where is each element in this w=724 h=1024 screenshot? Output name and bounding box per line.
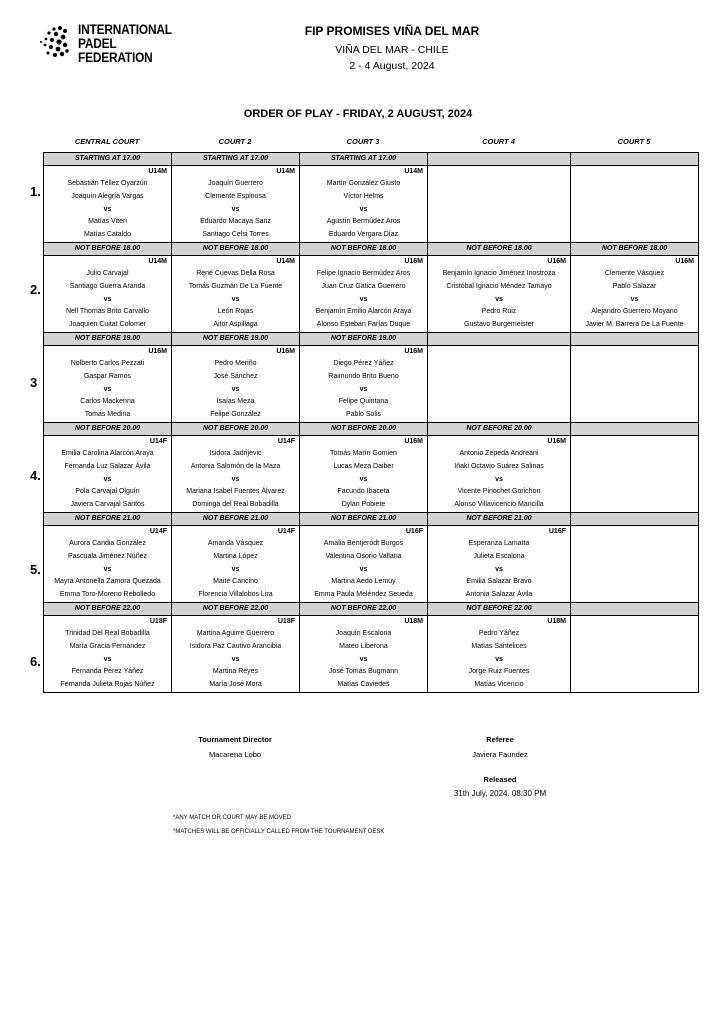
match-category: U14F [277, 437, 295, 445]
player-name: Tomás Marín Gomien [330, 449, 397, 457]
player-name: Eduardo Vergara Díaz [328, 231, 399, 239]
match-cell [44, 512, 172, 602]
court-heading-2: COURT 2 [218, 137, 252, 146]
player-name [571, 191, 698, 204]
tournament-dates: 2 - 4 August, 2024 [349, 60, 435, 72]
empty-cell [571, 153, 699, 243]
round-row [44, 512, 699, 602]
player-name: Agustín Bermúdez Aros [326, 218, 401, 226]
match-category: U18M [547, 617, 566, 625]
player-name: Emma Toro-Moreno Rebolledo [59, 591, 156, 599]
player-name: René Cuevas Della Rosa [196, 269, 275, 277]
match-category: U14M [404, 168, 423, 175]
player-name: Tomás Medina [84, 411, 131, 419]
match-time [571, 153, 698, 166]
empty-cell [428, 153, 571, 243]
match-time [428, 333, 570, 346]
round-row [44, 602, 699, 692]
player-name: Martín González Giusto [326, 180, 401, 187]
versus-label: vs [103, 655, 112, 663]
versus-label: vs [359, 475, 368, 483]
player-name: José Tomás Bugmann [328, 668, 399, 676]
player-name [571, 216, 698, 229]
player-name: Jorge Ruiz Fuentes [468, 668, 530, 676]
court-heading-4: COURT 4 [482, 137, 515, 146]
player-name: Gustavo Burgemeister [464, 321, 534, 329]
order-of-play-title: ORDER OF PLAY - FRIDAY, 2 AUGUST, 2024 [243, 108, 473, 120]
match-time: NOT BEFORE 18.00 [571, 243, 698, 256]
match-time: NOT BEFORE 19.00 [300, 333, 427, 346]
match-time: NOT BEFORE 21.00 [428, 513, 570, 526]
player-name: Javier M. Barrera De La Fuente [585, 321, 684, 329]
empty-cell [571, 602, 699, 692]
match-time [428, 153, 570, 166]
player-name: Clemente Espinosa [205, 192, 266, 200]
player-name: Trinidad Del Real Bobadilla [65, 629, 150, 637]
player-name: Martina Aguirre Guerrero [196, 629, 275, 637]
match-category: U16F [405, 527, 423, 535]
tournament-location: VIÑA DEL MAR - CHILE [335, 44, 449, 56]
player-name [571, 461, 698, 474]
versus-label: vs [103, 205, 112, 213]
player-name: Fernanda Pérez Yáñez [71, 668, 144, 676]
court-heading-5: COURT 5 [617, 137, 651, 146]
match-category: U18F [277, 617, 295, 625]
empty-cell [571, 422, 699, 512]
match-category: U16M [404, 257, 423, 265]
player-name: Emilia Salazar Bravo [466, 578, 532, 586]
round-row [44, 242, 699, 332]
versus-label [571, 564, 698, 577]
round-row [44, 332, 699, 422]
court-heading-central: CENTRAL COURT [74, 137, 140, 146]
versus-label: vs [103, 475, 112, 483]
player-name: Julieta Escalona [473, 552, 525, 560]
player-name: Joaquien Cuitat Colomer [68, 321, 147, 329]
match-category [428, 166, 570, 178]
player-name: Carlos Mackenna [80, 398, 135, 406]
player-name: Alonso Villavicencio Mancilla [454, 501, 544, 509]
player-name [571, 396, 698, 409]
player-name: Pedro Yáñez [478, 629, 520, 637]
referee-name: Javiera Faundez [472, 750, 528, 759]
versus-label [571, 474, 698, 487]
player-name [428, 358, 570, 371]
player-name [571, 628, 698, 641]
player-name: Fernanda Julieta Rojas Núñez [60, 681, 155, 689]
match-cell [300, 242, 428, 332]
note-called: *MATCHES WILL BE OFFICIALLY CALLED FROM THE TOURNAMENT DESK [173, 829, 385, 835]
match-category: U14M [276, 257, 295, 265]
logo-line-3: FEDERATION [78, 50, 153, 65]
round-row [44, 422, 699, 512]
player-name: Mariana Isabel Fuentes Álvarez [186, 488, 285, 496]
match-cell [172, 422, 300, 512]
player-name: Felipe Ignacio Bermúdez Aros [316, 269, 411, 277]
match-cell [44, 602, 172, 692]
empty-cell [428, 332, 571, 422]
player-name: Santiago Guerra Aranda [69, 282, 146, 290]
player-name: Matías Viteri [88, 218, 127, 226]
referee-label: Referee [486, 735, 514, 744]
player-name: María Gracia Fernández [69, 642, 146, 650]
player-name: Amanda Vásquez [207, 539, 264, 547]
player-name: Julio Carvajal [86, 269, 129, 277]
player-name: Aitor Aspillaga [213, 321, 258, 329]
note-moved: *ANY MATCH OR COURT MAY BE MOVED [173, 815, 292, 821]
player-name: Aurora Candia González [69, 539, 146, 547]
player-name: Cristóbal Ignacio Méndez Tamayo [446, 282, 552, 290]
versus-label: vs [359, 655, 368, 663]
versus-label: vs [103, 295, 112, 303]
round-number-1: 1. [30, 184, 41, 199]
player-name: María José Mora [209, 681, 262, 689]
match-cell [172, 242, 300, 332]
empty-cell [571, 332, 699, 422]
match-cell [300, 153, 428, 243]
player-name: Pascuala Jiménez Núñez [68, 552, 147, 560]
player-name: Matías Cataldo [83, 231, 132, 239]
player-name: Matías Vicencio [474, 681, 524, 689]
player-name: Felipe Quintana [338, 398, 389, 406]
player-name: Pablo Salazar [612, 282, 657, 290]
versus-label: vs [359, 205, 368, 213]
player-name: Dylan Pobiete [341, 501, 386, 509]
player-name [571, 641, 698, 654]
logo-line-1: INTERNATIONAL [78, 22, 172, 37]
versus-label: vs [103, 385, 112, 393]
match-category: U16M [148, 347, 167, 355]
player-name: Juan Cruz Gatica Guerrero [321, 282, 406, 290]
player-name: Emma Paula Meléndez Seueda [314, 591, 413, 599]
match-category [571, 346, 698, 358]
versus-label: vs [231, 475, 240, 483]
player-name [571, 229, 698, 242]
versus-label: vs [495, 565, 503, 573]
player-name: Facundo Ibaceta [337, 488, 390, 496]
versus-label [428, 204, 570, 217]
player-name: Amalia Bentjerodt Burgos [323, 539, 404, 547]
player-name: León Rojas [217, 308, 254, 316]
player-name: Tomás Guzmán De La Fuente [188, 282, 283, 290]
match-category: U14F [149, 527, 167, 535]
match-time: NOT BEFORE 18.00 [44, 243, 171, 256]
player-name [571, 358, 698, 371]
versus-label: vs [359, 385, 368, 393]
player-name: Pablo Solis [345, 411, 382, 419]
player-name: Benjamín Emilio Alarcón Araya [315, 308, 412, 316]
player-name: Martina López [213, 552, 258, 560]
match-time: NOT BEFORE 20.00 [300, 423, 427, 436]
match-category: U16M [547, 437, 566, 445]
match-time: NOT BEFORE 20.00 [428, 423, 570, 436]
player-name [571, 448, 698, 461]
player-name [428, 178, 570, 191]
match-time: STARTING AT 17.00 [300, 153, 427, 166]
match-time: NOT BEFORE 21.00 [44, 513, 171, 526]
round-number-2: 2. [30, 282, 41, 297]
player-name [428, 216, 570, 229]
match-time [571, 333, 698, 346]
round-number-6: 6. [30, 654, 41, 669]
match-time: NOT BEFORE 22.00 [44, 603, 171, 616]
player-name [571, 371, 698, 384]
match-category [571, 616, 698, 628]
match-cell [44, 242, 172, 332]
versus-label: vs [231, 565, 240, 573]
match-cell [300, 332, 428, 422]
player-name: Felipe González [210, 411, 261, 419]
round-number-5: 5. [30, 562, 41, 577]
player-name [571, 178, 698, 191]
versus-label [571, 204, 698, 217]
versus-label: vs [231, 385, 240, 393]
player-name: Martina Reyes [212, 668, 259, 676]
empty-cell [571, 512, 699, 602]
player-name [571, 666, 698, 679]
match-cell [44, 332, 172, 422]
versus-label: vs [359, 565, 368, 573]
player-name: Diego Pérez Yáñez [333, 359, 394, 367]
match-category: U18F [149, 617, 167, 625]
player-name [571, 589, 698, 602]
versus-label: vs [231, 655, 240, 663]
match-cell [571, 242, 699, 332]
match-time: NOT BEFORE 22.00 [172, 603, 299, 616]
player-name: Javiera Carvajal Santos [70, 501, 145, 509]
match-time [571, 603, 698, 616]
player-name: Lucas Meza Daiber [333, 462, 394, 470]
player-name: Joaquín Alegría Vargas [71, 192, 144, 200]
released-value: 31th July, 2024. 08:30 PM [453, 789, 547, 798]
match-cell [300, 602, 428, 692]
player-name: Joaquín Guerrero [208, 180, 263, 187]
versus-label [428, 384, 570, 397]
player-name: Benjamín Ignacio Jiménez Inostroza [442, 269, 556, 277]
player-name [571, 538, 698, 551]
player-name: Esperanza Lamatta [468, 539, 530, 547]
versus-label: vs [359, 295, 368, 303]
match-time [571, 513, 698, 526]
player-name [428, 191, 570, 204]
player-name: Santiago Celsi Torres [202, 231, 269, 239]
player-name [571, 499, 698, 512]
match-cell [428, 242, 571, 332]
player-name: Maite Cancino [213, 578, 258, 586]
versus-label: vs [231, 295, 240, 303]
match-cell [428, 512, 571, 602]
match-time: NOT BEFORE 18.00 [300, 243, 427, 256]
match-time: NOT BEFORE 20.00 [44, 423, 171, 436]
match-category: U16M [404, 347, 423, 355]
match-time: NOT BEFORE 18.00 [428, 243, 570, 256]
match-time: NOT BEFORE 19.00 [44, 333, 171, 346]
match-category: U16F [548, 527, 566, 535]
player-name: José Sánchez [213, 372, 258, 380]
match-cell [44, 422, 172, 512]
player-name: Vicente Pinochet Gorichon [457, 488, 541, 496]
versus-label: vs [103, 565, 112, 573]
player-name [428, 396, 570, 409]
match-category: U16M [675, 257, 694, 265]
player-name: Pedro Meriño [214, 359, 257, 367]
player-name: Iñaki Octavio Suárez Salinas [454, 462, 544, 470]
match-cell [428, 602, 571, 692]
match-category: U16M [276, 347, 295, 355]
player-name [571, 551, 698, 564]
player-name: Isidora Paz Cautivo Arancibia [189, 642, 282, 650]
match-category: U14F [149, 437, 167, 445]
court-heading-3: COURT 3 [346, 137, 380, 146]
player-name: Clemente Vásquez [604, 269, 665, 277]
match-category [428, 346, 570, 358]
match-category: U18M [404, 617, 423, 625]
match-category [571, 166, 698, 178]
versus-label [571, 384, 698, 397]
player-name: Florencia Villalobos Lira [198, 591, 273, 599]
match-time: NOT BEFORE 18.00 [172, 243, 299, 256]
match-category: U14M [148, 168, 167, 175]
player-name [571, 576, 698, 589]
player-name: Antonia Salazar Ávila [465, 591, 533, 599]
match-time: NOT BEFORE 21.00 [300, 513, 427, 526]
match-cell [172, 153, 300, 243]
round-number-3: 3 [30, 375, 38, 390]
match-cell [172, 602, 300, 692]
match-category: U14M [276, 168, 295, 175]
player-name: Antonia Salomón de la Maza [190, 462, 281, 470]
player-name: Dominga del Real Bobadilla [192, 501, 279, 509]
match-cell [300, 512, 428, 602]
versus-label: vs [231, 205, 240, 213]
player-name [571, 486, 698, 499]
match-time: NOT BEFORE 20.00 [172, 423, 299, 436]
player-name [428, 409, 570, 422]
match-time: STARTING AT 17.00 [44, 153, 171, 166]
player-name: Alonso Esteban Farías Duque [316, 321, 411, 329]
player-name: Pedro Ruiz [481, 308, 517, 316]
director-name: Macarena Lobo [208, 750, 262, 759]
versus-label [571, 654, 698, 667]
order-of-play-table [43, 152, 699, 693]
player-name: Eduardo Macaya Sanz [200, 218, 271, 226]
player-name [428, 371, 570, 384]
player-name: Isaías Meza [216, 398, 255, 406]
match-cell [428, 422, 571, 512]
player-name: Mateo Liberona [339, 642, 388, 650]
player-name: Fernanda Luz Salazar Ávila [64, 462, 151, 470]
logo-line-2: PADEL [78, 36, 117, 51]
player-name [571, 409, 698, 422]
released-label: Released [483, 775, 517, 784]
match-category: U16M [404, 437, 423, 445]
player-name: Nolberto Carlos Pezzati [70, 359, 145, 367]
player-name [571, 679, 698, 692]
player-name: Sebastián Téllez Oyarzún [67, 180, 148, 187]
player-name: Matías Santelices [471, 642, 527, 650]
player-name: Gaspar Ramos [83, 372, 132, 380]
versus-label: vs [495, 475, 503, 483]
match-time: STARTING AT 17.00 [172, 153, 299, 166]
versus-label: vs [630, 295, 639, 303]
round-number-4: 4. [30, 468, 41, 483]
match-cell [172, 332, 300, 422]
match-category [571, 526, 698, 538]
match-cell [172, 512, 300, 602]
player-name: Martina Aedo Lemuy [331, 578, 396, 586]
player-name: Víctor Helms [343, 192, 384, 200]
match-time [571, 423, 698, 436]
match-category: U14M [148, 257, 167, 265]
player-name: Mayra Antonella Zamora Quezada [54, 578, 161, 586]
match-time: NOT BEFORE 19.00 [172, 333, 299, 346]
player-name: Alejandro Guerrero Moyano [591, 308, 678, 316]
match-category: U14F [277, 527, 295, 535]
player-name: Isidora Jadrijevic [209, 449, 262, 457]
player-name: Antonio Zepeda Andreani [459, 449, 539, 457]
player-name: Raimundo Brito Bueno [328, 372, 399, 380]
round-row [44, 153, 699, 243]
player-name: Matías Caviedes [337, 681, 390, 689]
player-name: Valentina Osorio Vallana [325, 552, 402, 560]
player-name: Nell Thomas Brito Carvallo [65, 308, 150, 316]
match-cell [300, 422, 428, 512]
tournament-title: FIP PROMISES VIÑA DEL MAR [304, 24, 480, 38]
match-time: NOT BEFORE 22.00 [428, 603, 570, 616]
match-category [571, 436, 698, 448]
player-name: Emilia Carolina Alarcón Araya [61, 449, 154, 457]
match-category: U16M [547, 257, 566, 265]
match-time: NOT BEFORE 21.00 [172, 513, 299, 526]
director-label: Tournament Director [198, 735, 272, 744]
player-name [428, 229, 570, 242]
match-cell [44, 153, 172, 243]
match-time: NOT BEFORE 22.00 [300, 603, 427, 616]
versus-label: vs [495, 655, 503, 663]
player-name: Pola Carvajal Olguín [75, 488, 140, 496]
versus-label: vs [495, 295, 503, 303]
player-name: Joaquín Escalona [335, 629, 392, 637]
